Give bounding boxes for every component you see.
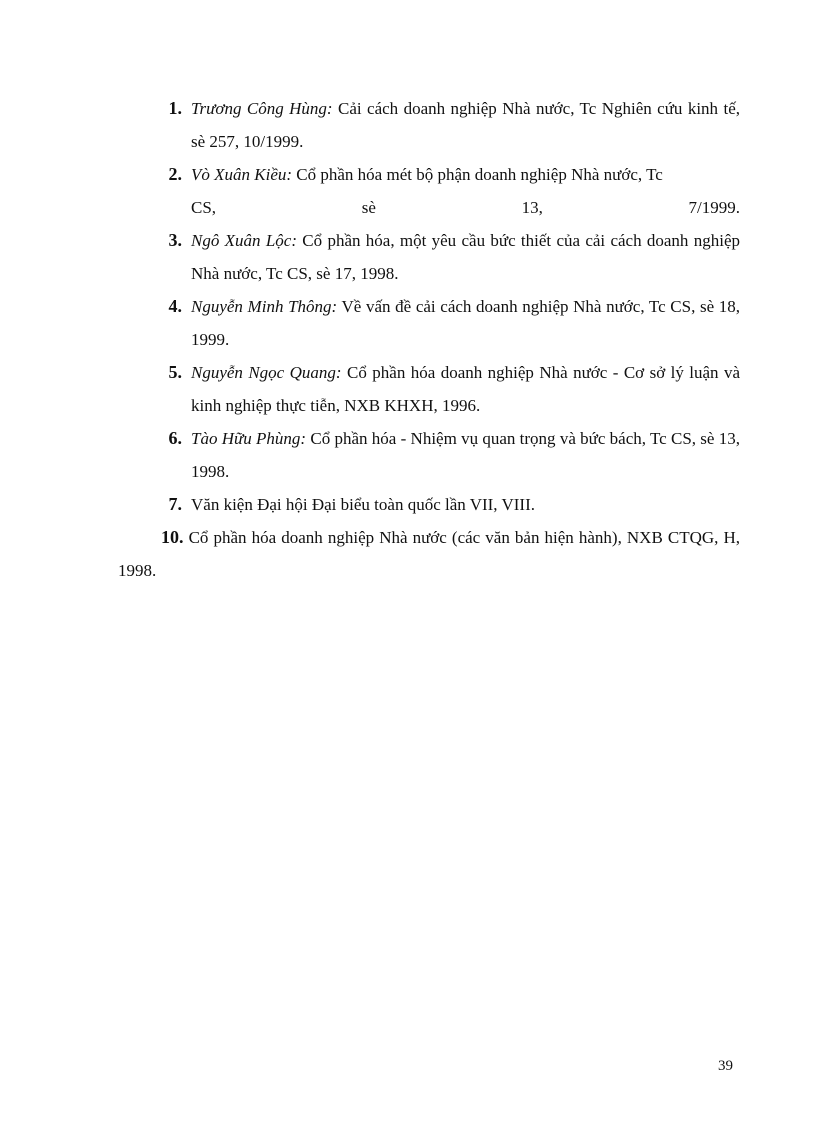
reference-number: 10.	[161, 527, 184, 547]
reference-number: 4.	[168, 296, 182, 316]
reference-number: 2.	[168, 164, 182, 184]
reference-item	[118, 521, 740, 587]
reference-author: Tào Hữu Phùng:	[191, 429, 307, 448]
reference-text: Văn kiện Đại hội Đại biểu toàn quốc lần VII, VIII.	[191, 495, 536, 514]
reference-number: 3.	[168, 230, 182, 250]
reference-item	[118, 422, 740, 488]
reference-text: Cổ phần hóa doanh nghiệp Nhà nước (các văn bản hiện hành), NXB CTQG, H, 1998.	[118, 528, 740, 580]
reference-item	[118, 224, 740, 290]
reference-author: Trương Công Hùng:	[191, 99, 333, 118]
reference-item	[118, 290, 740, 356]
reference-text: Cổ phần hóa doanh nghiệp Nhà nước - Cơ sở lý luận và kinh nghiệp thực tiễn, NXB KHXH, 1996.	[191, 363, 740, 415]
reference-author: Nguyễn Ngọc Quang:	[191, 363, 342, 382]
reference-item	[118, 356, 740, 422]
page-number: 39	[718, 1058, 733, 1074]
reference-text-continued: CS, sè 13, 7/1999.	[191, 198, 740, 217]
reference-item	[118, 488, 740, 521]
reference-text: Cổ phần hóa - Nhiệm vụ quan trọng và bức bách, Tc CS, sè 13, 1998.	[191, 429, 740, 481]
reference-author: Ngô Xuân Lộc:	[191, 231, 297, 250]
reference-number: 7.	[168, 494, 182, 514]
reference-text: Cải cách doanh nghiệp Nhà nước, Tc Nghiên cứu kinh tế, sè 257, 10/1999.	[191, 99, 740, 151]
reference-list	[118, 92, 740, 587]
reference-item	[118, 92, 740, 158]
reference-number: 5.	[168, 362, 182, 382]
reference-author: Vò Xuân Kiều:	[191, 165, 293, 184]
reference-text: Cổ phần hóa, một yêu cầu bức thiết của cải cách doanh nghiệp Nhà nước, Tc CS, sè 17, 1998.	[191, 231, 741, 283]
reference-item	[118, 158, 740, 224]
reference-text: Về vấn đề cải cách doanh nghiệp Nhà nước, Tc CS, sè 18, 1999.	[191, 297, 740, 349]
reference-number: 6.	[168, 428, 182, 448]
reference-text: Cổ phần hóa mét bộ phận doanh nghiệp Nhà nước, Tc	[292, 165, 663, 184]
reference-author: Nguyễn Minh Thông:	[191, 297, 338, 316]
reference-number: 1.	[168, 98, 182, 118]
